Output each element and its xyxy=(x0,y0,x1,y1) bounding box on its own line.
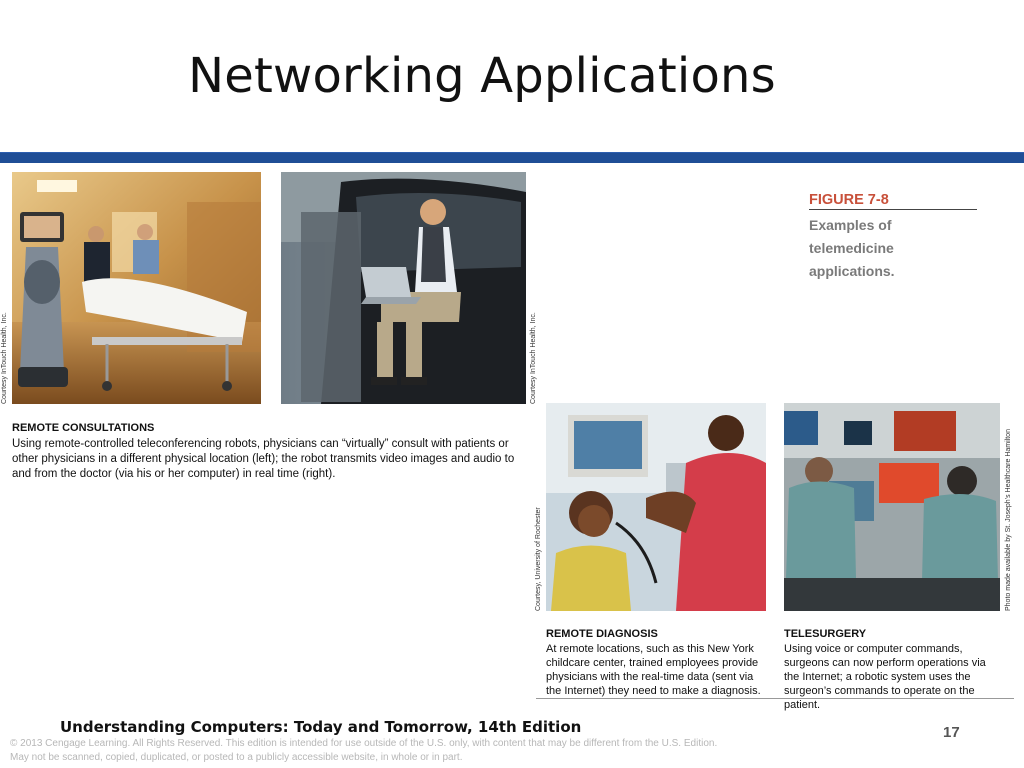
remote-consultations-text: Using remote-controlled teleconferencing robots, physicians can “virtually” consult with patients or other physicians in a different physical location (left); the robot transmits video images and audio to and from the doctor (via his or her computer) in real time (right). xyxy=(12,438,515,480)
telesurgery-text: Using voice or computer commands, surgeons can now perform operations via the Internet; a robotic system uses the surgeon’s commands to operate on the patient. xyxy=(784,643,986,711)
car-photo-credit: Courtesy InTouch Health, Inc. xyxy=(530,312,537,404)
remote-diagnosis-text: At remote locations, such as this New York childcare center, trained employees provide physicians with the real-time data (sent via the Internet) they need to make a diagnosis. xyxy=(546,643,761,697)
remote-consultations-heading: REMOTE CONSULTATIONS xyxy=(12,422,155,434)
footer-book-title: Understanding Computers: Today and Tomorrow, 14th Edition xyxy=(60,718,582,736)
figure-label: FIGURE 7-8 xyxy=(809,192,977,210)
car-laptop-illustration xyxy=(281,172,526,404)
slide-title: Networking Applications xyxy=(188,48,776,104)
copyright-line-2: May not be scanned, copied, duplicated, or posted to a publicly accessible website, in whole or in part. xyxy=(10,752,463,763)
telesurgery-heading: TELESURGERY xyxy=(784,628,867,640)
remote-diagnosis-photo xyxy=(546,403,766,611)
title-divider xyxy=(0,152,1024,163)
copyright-notice xyxy=(10,737,860,765)
remote-diagnosis-illustration xyxy=(546,403,766,611)
figure-bottom-rule xyxy=(536,698,1014,699)
diagnosis-photo-credit: Courtesy, University of Rochester xyxy=(535,507,542,611)
surgery-photo-credit: Photo made available by St. Joseph’s Healthcare Hamilton xyxy=(1005,429,1012,611)
page-number: 17 xyxy=(943,724,960,741)
copyright-line-1: © 2013 Cengage Learning. All Rights Reserved. This edition is intended for use outside of the U.S. only, with content that may be different from the U.S. Edition. xyxy=(10,738,718,749)
car-laptop-photo xyxy=(281,172,526,404)
telesurgery-illustration xyxy=(784,403,1000,611)
robot-hospital-photo xyxy=(12,172,261,404)
telesurgery-photo xyxy=(784,403,1000,611)
robot-photo-credit: Courtesy InTouch Health, Inc. xyxy=(1,312,8,404)
remote-diagnosis-heading: REMOTE DIAGNOSIS xyxy=(546,628,658,640)
figure-description: Examples of telemedicine applications. xyxy=(809,217,895,279)
robot-hospital-illustration xyxy=(12,172,261,404)
